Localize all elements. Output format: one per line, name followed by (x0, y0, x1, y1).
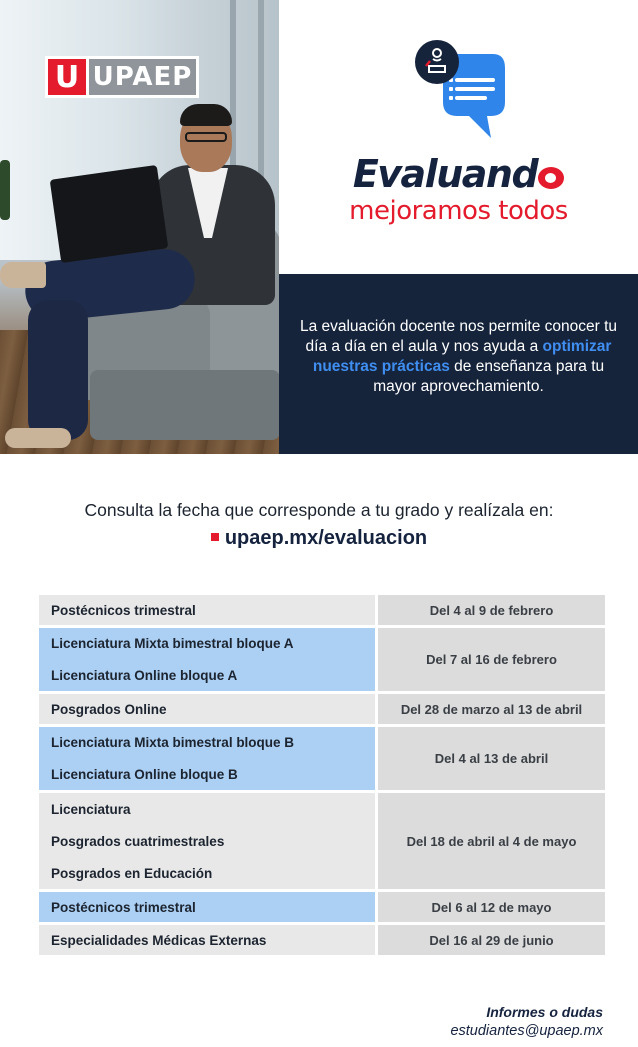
headline-subtitle: mejoramos todos (349, 196, 568, 226)
program-name: Posgrados en Educación (51, 865, 213, 881)
program-list (39, 727, 375, 790)
intro-panel (279, 274, 638, 454)
program-name: Postécnicos trimestral (51, 899, 196, 915)
program-name: Posgrados cuatrimestrales (51, 833, 225, 849)
date-range: Del 28 de marzo al 13 de abril (378, 694, 605, 724)
upaep-logo (45, 56, 199, 98)
contact-footer (450, 1004, 603, 1039)
schedule-table (39, 595, 605, 958)
contact-title: Informes o dudas (486, 1004, 603, 1020)
contact-email[interactable]: estudiantes@upaep.mx (450, 1023, 603, 1039)
headline (279, 152, 638, 226)
logo-wordmark: UPAEP (89, 59, 196, 95)
date-range: Del 4 al 9 de febrero (378, 595, 605, 625)
program-name: Posgrados Online (51, 701, 167, 717)
brand-panel (279, 0, 638, 274)
program-list (39, 925, 375, 955)
headline-title: Evaluand (279, 152, 638, 196)
intro-highlight: optimizar nuestras prácticas (312, 338, 612, 375)
program-name: Licenciatura Online bloque A (51, 667, 238, 683)
program-list (39, 793, 375, 889)
program-list (39, 892, 375, 922)
schedule-group (39, 595, 605, 625)
chat-bubble-icon (415, 40, 505, 144)
schedule-group (39, 727, 605, 790)
program-name: Licenciatura Mixta bimestral bloque B (51, 735, 295, 751)
program-name: Licenciatura Mixta bimestral bloque A (51, 636, 294, 652)
date-range: Del 6 al 12 de mayo (378, 892, 605, 922)
intro-text-end: de enseñanza para tu mayor aprovechamiento. (373, 358, 605, 395)
program-list (39, 595, 375, 625)
schedule-group (39, 925, 605, 955)
program-name: Licenciatura Online bloque B (51, 766, 238, 782)
schedule-group (39, 793, 605, 889)
intro-text: La evaluación docente nos permite conocer tu día a día en el aula y nos ayuda a (299, 318, 618, 355)
hero-section (0, 0, 638, 454)
program-name: Licenciatura (51, 801, 131, 817)
schedule-group (39, 892, 605, 922)
evaluation-link[interactable]: upaep.mx/evaluacion (0, 527, 638, 550)
consult-text: Consulta la fecha que corresponde a tu grado y realízala en: (84, 500, 554, 520)
program-name: Postécnicos trimestral (51, 602, 196, 618)
date-range: Del 7 al 16 de febrero (378, 628, 605, 691)
schedule-group (39, 694, 605, 724)
date-range: Del 18 de abril al 4 de mayo (378, 793, 605, 889)
program-name: Especialidades Médicas Externas (51, 932, 267, 948)
date-range: Del 16 al 29 de junio (378, 925, 605, 955)
date-range: Del 4 al 13 de abril (378, 727, 605, 790)
schedule-group (39, 628, 605, 691)
logo-mark: U (48, 59, 86, 95)
program-list (39, 694, 375, 724)
square-bullet-icon (211, 533, 219, 541)
program-list (39, 628, 375, 691)
